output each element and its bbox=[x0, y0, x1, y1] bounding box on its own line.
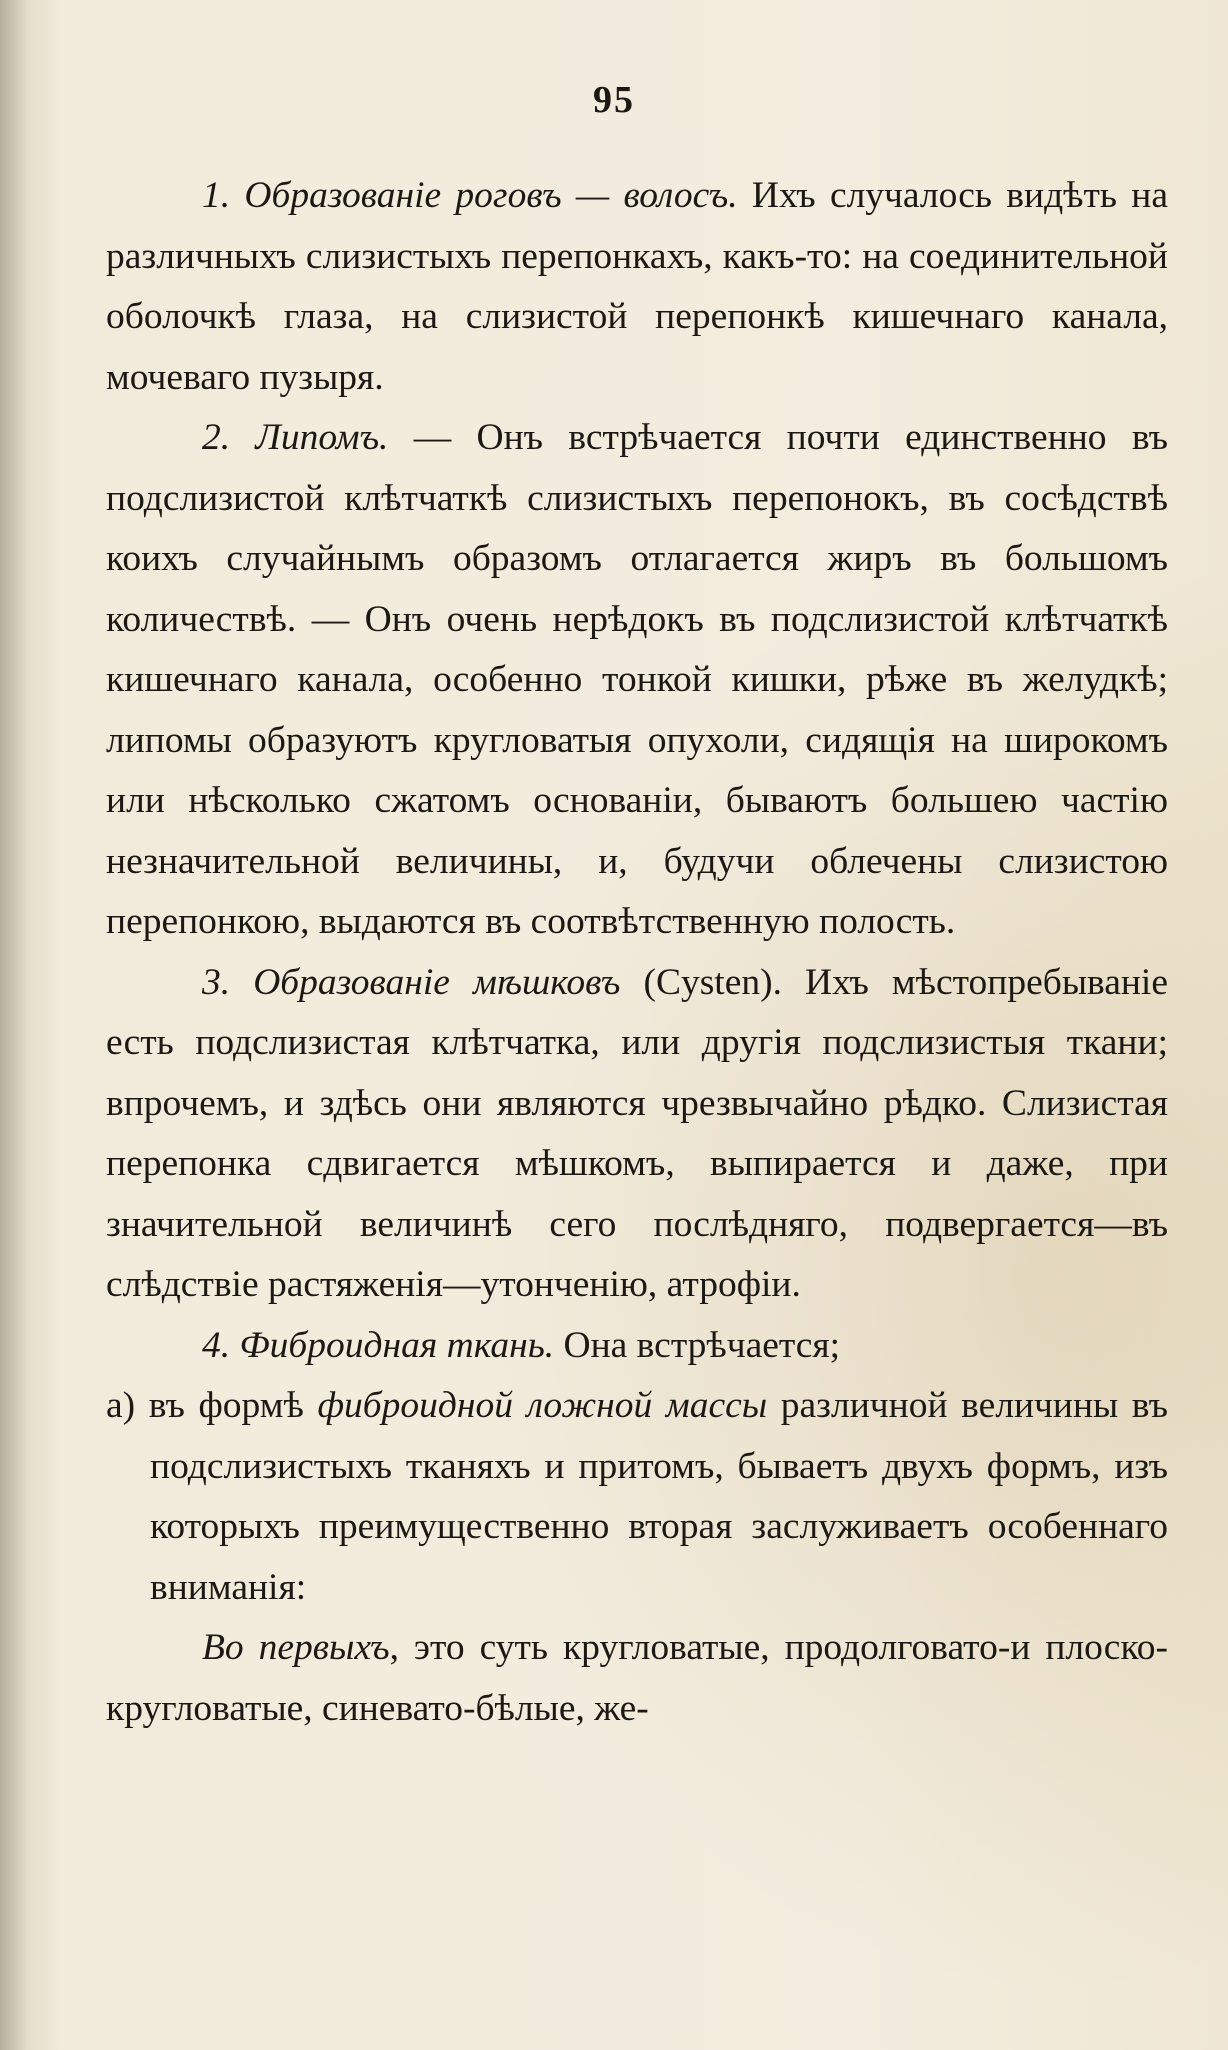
list-marker: a) bbox=[106, 1385, 136, 1426]
heading-hair-formation: 1. Образованіе роговъ — волосъ. bbox=[202, 175, 738, 216]
list-item-a bbox=[106, 1376, 1168, 1618]
paragraph-text: Она встрѣчается; bbox=[554, 1324, 841, 1366]
heading-cysts: 3. Образованіе мѣшковъ bbox=[202, 961, 621, 1003]
page-spine-shadow bbox=[0, 0, 28, 2050]
paragraph-text: , это суть кругловатые, продолговато-и плоско-кругловатые, синевато-бѣлые, же- bbox=[106, 1627, 1168, 1729]
paragraph-first bbox=[106, 1618, 1168, 1739]
page-number: 95 bbox=[593, 79, 635, 121]
list-item-emphasis: фиброидной ложной массы bbox=[317, 1385, 768, 1426]
paragraph-hair-formation bbox=[106, 166, 1168, 408]
body-text bbox=[106, 166, 1168, 1739]
paragraph-fibroid bbox=[106, 1316, 1168, 1377]
paragraph-text: (Cysten). Ихъ мѣстопребываніе есть подслизистая клѣтчатка, или другія подслизистыя ткани; впрочемъ, и здѣсь они являются чрезвычайно рѣдко. Слизистая перепонка сдвигается мѣшкомъ, выпирается и даже, при значительной величинѣ сего послѣдняго, подвергается—въ слѣдствіе растяженія—утонченію, атрофіи. bbox=[106, 961, 1168, 1305]
heading-fibroid: 4. Фиброидная ткань. bbox=[202, 1324, 555, 1366]
list-item-text-after: различной величины въ подслизистыхъ тканяхъ и притомъ, бываетъ двухъ формъ, изъ которыхъ преимущественно вторая заслуживаетъ особеннаго вниманія: bbox=[150, 1385, 1168, 1608]
paragraph-text: Ихъ случалось видѣть на различныхъ слизистыхъ перепонкахъ, какъ-то: на соединительной оболочкѣ глаза, на слизистой перепонкѣ кишечнаго канала, мочеваго пузыря. bbox=[106, 175, 1168, 398]
paragraph-text: — Онъ встрѣчается почти единственно въ подслизистой клѣтчаткѣ слизистыхъ перепонокъ, въ сосѣдствѣ коихъ случайнымъ образомъ отлагается жиръ въ большомъ количествѣ. — Онъ очень нерѣдокъ въ подслизистой клѣтчаткѣ кишечнаго канала, особенно тонкой кишки, рѣже въ желудкѣ; липомы образуютъ кругловатыя опухоли, сидящія на широкомъ или нѣсколько сжатомъ основаніи, бываютъ большею частію незначительной величины, и, будучи облечены слизистою перепонкою, выдаются въ соотвѣтственную полость. bbox=[106, 417, 1168, 942]
lead-phrase: Во первыхъ bbox=[202, 1627, 390, 1668]
paragraph-cysts bbox=[106, 953, 1168, 1316]
heading-lipoma: 2. Липомъ. bbox=[202, 417, 389, 458]
list-item-text-before: въ формѣ bbox=[135, 1385, 318, 1426]
paragraph-lipoma bbox=[106, 408, 1168, 953]
